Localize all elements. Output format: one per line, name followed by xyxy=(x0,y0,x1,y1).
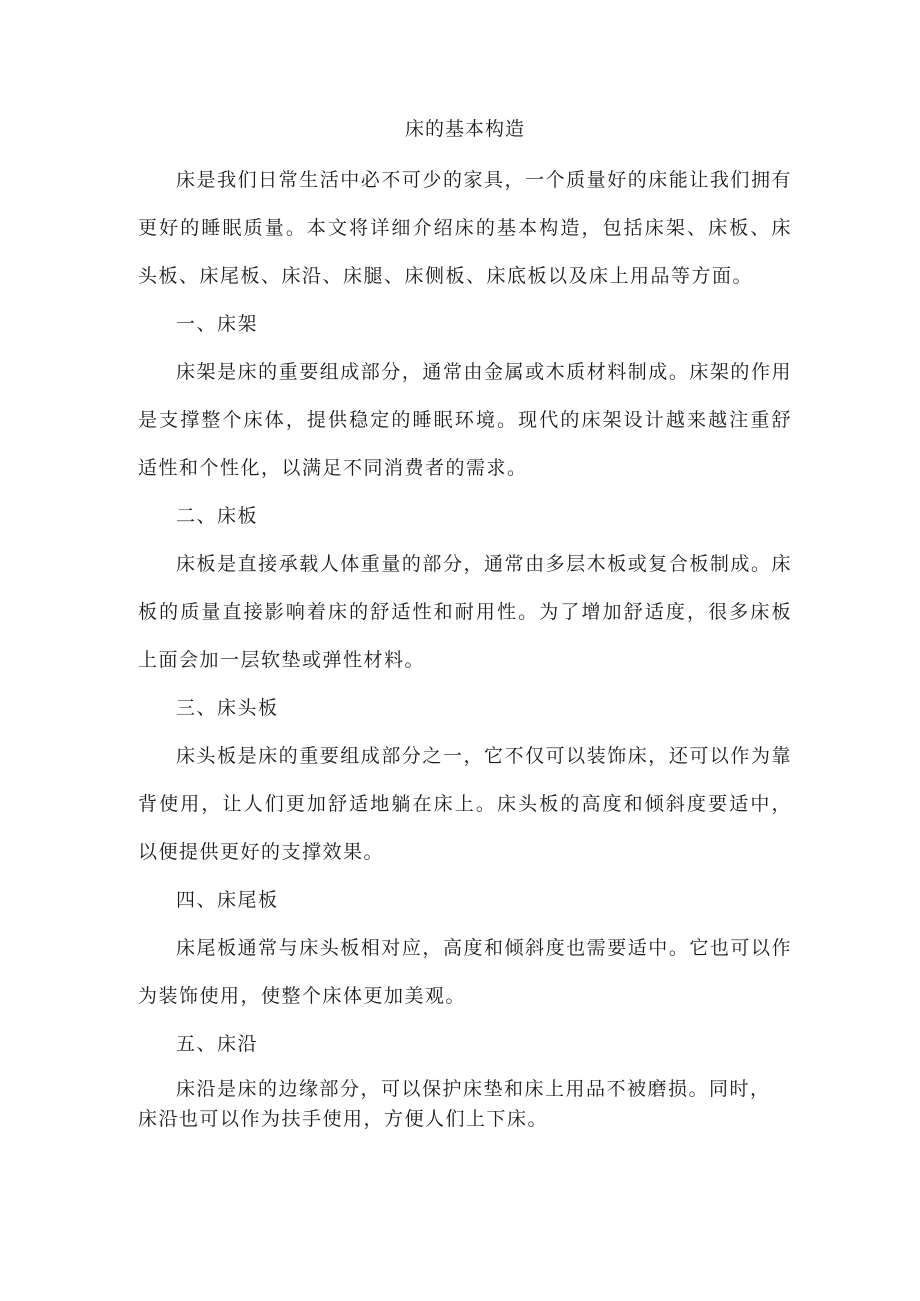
section-body-edge-line2: 床沿也可以作为扶手使用，方便人们上下床。 xyxy=(138,1108,549,1130)
section-body-edge xyxy=(138,1074,792,1134)
section-heading-edge: 五、床沿 xyxy=(176,1033,259,1055)
section-heading-board: 二、床板 xyxy=(176,505,259,527)
section-body-footboard: 床尾板通常与床头板相对应，高度和倾斜度也需要适中。它也可以作为装饰使用，使整个床体更加美观。 xyxy=(138,937,792,1007)
section-body-headboard: 床头板是床的重要组成部分之一，它不仅可以装饰床，还可以作为靠背使用，让人们更加舒适地躺在床上。床头板的高度和倾斜度要适中，以便提供更好的支撑效果。 xyxy=(138,745,792,863)
intro-paragraph: 床是我们日常生活中必不可少的家具，一个质量好的床能让我们拥有更好的睡眠质量。本文将详细介绍床的基本构造，包括床架、床板、床头板、床尾板、床沿、床腿、床侧板、床底板以及床上用品等方面。 xyxy=(138,169,792,287)
section-body-board: 床板是直接承载人体重量的部分，通常由多层木板或复合板制成。床板的质量直接影响着床的舒适性和耐用性。为了增加舒适度，很多床板上面会加一层软垫或弹性材料。 xyxy=(138,553,792,671)
document-title: 床的基本构造 xyxy=(404,118,525,140)
section-heading-frame: 一、床架 xyxy=(176,313,259,335)
section-body-frame: 床架是床的重要组成部分，通常由金属或木质材料制成。床架的作用是支撑整个床体，提供稳定的睡眠环境。现代的床架设计越来越注重舒适性和个性化，以满足不同消费者的需求。 xyxy=(138,361,792,479)
document-page xyxy=(138,104,792,1134)
section-heading-headboard: 三、床头板 xyxy=(176,697,279,719)
section-body-edge-line1: 床沿是床的边缘部分，可以保护床垫和床上用品不被磨损。同时， xyxy=(176,1078,771,1100)
section-heading-footboard: 四、床尾板 xyxy=(176,889,279,911)
